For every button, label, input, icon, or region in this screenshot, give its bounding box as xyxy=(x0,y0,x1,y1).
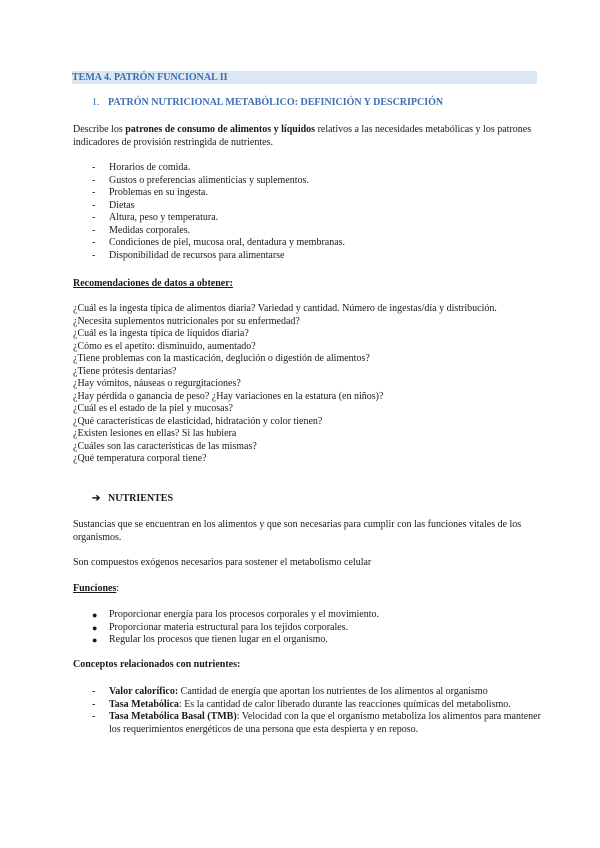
dash-marker: - xyxy=(92,212,96,223)
question-item: ¿Cuál es la ingesta típica de alimentos diaria? Variedad y cantidad. Número de ingestas/día y distribución. xyxy=(73,303,497,314)
concept-text: : Velocidad con la que el organismo metaboliza los alimentos para mantener los requerimientos energéticos de una persona que esta despierta y en reposo. xyxy=(109,711,541,735)
dash-marker: - xyxy=(92,162,96,173)
functions-title: Funciones xyxy=(73,583,117,594)
list-item xyxy=(92,225,542,238)
nutrients-heading xyxy=(92,493,173,506)
list-item xyxy=(92,162,542,175)
list-item xyxy=(92,699,542,712)
list-item-text: Dietas xyxy=(109,199,135,211)
list-item-text: Altura, peso y temperatura. xyxy=(109,212,219,223)
question-item: ¿Hay vómitos, náuseas o regurgitaciones? xyxy=(73,378,241,389)
question-list xyxy=(73,303,543,466)
concepts-heading: Conceptos relacionados con nutrientes: xyxy=(73,659,241,670)
question-item: ¿Necesita suplementos nutricionales por su enfermedad? xyxy=(73,315,300,327)
bullet-icon: ● xyxy=(92,635,98,645)
dash-marker: - xyxy=(92,249,96,261)
dash-marker: - xyxy=(92,199,96,211)
question-item: ¿Tiene problemas con la masticación, deglución o digestión de alimentos? xyxy=(73,353,370,364)
list-item xyxy=(92,609,542,622)
list-item xyxy=(92,212,542,225)
list-item-text: Condiciones de piel, mucosa oral, dentadura y membranas. xyxy=(109,237,346,248)
nutrients-definition: Sustancias que se encuentran en los alimentos y que son necesarias para cumplir con las funciones vitales de los organismos. xyxy=(73,519,522,543)
question-item: ¿Cuál es la ingesta típica de líquidos diaria? xyxy=(73,328,249,339)
section-number: 1. xyxy=(92,97,100,108)
functions-heading xyxy=(73,583,538,596)
list-item xyxy=(92,686,542,699)
list-item xyxy=(92,634,542,647)
list-item-text: Regular los procesos que tienen lugar en el organismo. xyxy=(109,634,328,645)
section-title: PATRÓN NUTRICIONAL METABÓLICO: DEFINICIÓN Y DESCRIPCIÓN xyxy=(108,97,444,108)
section-heading xyxy=(92,97,443,110)
question-item: ¿Tiene prótesis dentarias? xyxy=(73,365,177,377)
concept-term: Valor calorífico: xyxy=(109,686,179,697)
list-item xyxy=(92,200,542,213)
question-item: ¿Cuáles son las características de las mismas? xyxy=(73,440,257,452)
list-item xyxy=(92,175,542,188)
dash-marker: - xyxy=(92,698,96,710)
intro-text-bold: patrones de consumo de alimentos y líquidos xyxy=(125,124,316,135)
question-item: ¿Existen lesiones en ellas? Si las hubiera xyxy=(73,428,237,439)
list-item xyxy=(92,622,542,635)
list-item xyxy=(92,711,542,736)
list-item-text: Proporcionar energía para los procesos corporales y el movimiento. xyxy=(109,609,380,620)
question-item: ¿Cómo es el apetito: disminuido, aumentado? xyxy=(73,340,256,352)
question-item: ¿Cuál es el estado de la piel y mucosas? xyxy=(73,403,233,414)
list-item-text: Problemas en su ingesta. xyxy=(109,187,208,198)
dash-marker: - xyxy=(92,224,96,236)
dash-marker: - xyxy=(92,187,96,198)
nutrients-compounds: Son compuestos exógenos necesarios para sostener el metabolismo celular xyxy=(73,557,372,568)
concept-text: Cantidad de energía que aportan los nutrientes de los alimentos al organismo xyxy=(178,686,488,697)
question-item: ¿Hay pérdida o ganancia de peso? ¿Hay variaciones en la estatura (en niños)? xyxy=(73,390,384,402)
list-item-text: Horarios de comida. xyxy=(109,162,191,173)
dash-marker: - xyxy=(92,237,96,248)
list-item-text: Medidas corporales. xyxy=(109,224,191,236)
functions-colon: : xyxy=(116,583,120,594)
bullet-icon: ● xyxy=(92,610,98,620)
list-item xyxy=(92,237,542,250)
bullet-icon: ● xyxy=(92,622,98,633)
concepts-list xyxy=(92,686,542,736)
question-item: ¿Qué características de elasticidad, hidratación y color tienen? xyxy=(73,415,323,427)
descriptor-list xyxy=(92,162,542,262)
intro-paragraph xyxy=(73,124,538,149)
concept-text: : Es la cantidad de calor liberado durante las reacciones químicas del metabolismo. xyxy=(178,698,511,710)
intro-text-before: Describe los xyxy=(73,124,126,135)
dash-marker: - xyxy=(92,711,96,722)
concept-term: Tasa Metabólica Basal (TMB) xyxy=(109,711,237,722)
dash-marker: - xyxy=(92,686,96,697)
list-item xyxy=(92,250,542,263)
question-item: ¿Qué temperatura corporal tiene? xyxy=(73,453,207,464)
functions-list xyxy=(92,609,542,647)
arrow-right-icon: ➔ xyxy=(92,493,101,504)
list-item-text: Proporcionar materia estructural para los tejidos corporales. xyxy=(109,621,349,633)
dash-marker: - xyxy=(92,174,96,186)
intro-text-after: relativos a las necesidades metabólicas y los patrones indicadores de provisión restringida de nutrientes. xyxy=(73,124,532,148)
list-item xyxy=(92,187,542,200)
list-item-text: Gustos o preferencias alimenticias y suplementos. xyxy=(109,174,309,186)
page-title: TEMA 4. PATRÓN FUNCIONAL II xyxy=(72,71,537,84)
list-item-text: Disponibilidad de recursos para alimentarse xyxy=(109,249,285,261)
recommendations-heading: Recomendaciones de datos a obtener: xyxy=(73,278,233,289)
concept-term: Tasa Metabólica xyxy=(109,698,179,710)
nutrients-title: NUTRIENTES xyxy=(108,493,174,504)
